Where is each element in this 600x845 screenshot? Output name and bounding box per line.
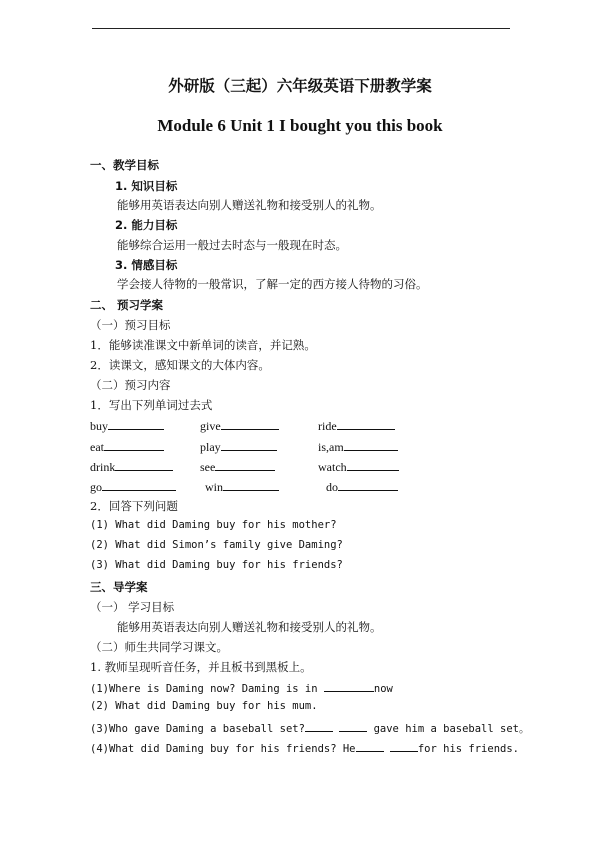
- answer-blank[interactable]: [223, 479, 279, 491]
- word-item: [318, 459, 399, 475]
- goal-emotion-title: 3. 情感目标: [115, 258, 178, 272]
- answer-blank[interactable]: [102, 479, 176, 491]
- word-label: give: [200, 419, 221, 433]
- goal-emotion-text: 学会接人待物的一般常识，了解一定的西方接人待物的习俗。: [117, 277, 428, 291]
- preview-goal-2: 2．读课文，感知课文的大体内容。: [90, 358, 270, 372]
- listening-line-1-text: (1)Where is Daming now? Daming is in: [90, 683, 318, 695]
- goal-ability-title: 2. 能力目标: [115, 218, 178, 232]
- word-item: [318, 439, 398, 455]
- word-item: [90, 439, 164, 455]
- listening-line-3: [90, 720, 530, 736]
- answer-blank[interactable]: [339, 720, 367, 732]
- document-title: 外研版（三起）六年级英语下册教学案: [168, 77, 432, 95]
- goal-knowledge-title: 1. 知识目标: [115, 179, 178, 193]
- word-label: win: [205, 480, 223, 494]
- answer-blank[interactable]: [115, 459, 173, 471]
- listening-task-instruction: 1. 教师呈现听音任务，并且板书到黑板上。: [90, 660, 312, 674]
- listening-line-4-text: (4)What did Daming buy for his friends? He: [90, 743, 356, 755]
- answer-blank[interactable]: [108, 418, 164, 430]
- word-label: buy: [90, 419, 108, 433]
- preview-goal-1: 1．能够读准课文中新单词的读音，并记熟。: [90, 338, 316, 352]
- past-tense-instruction: 1．写出下列单词过去式: [90, 398, 213, 412]
- answer-blank[interactable]: [324, 680, 374, 692]
- listening-line-1: [90, 680, 393, 695]
- answer-blank[interactable]: [221, 418, 279, 430]
- answer-blank[interactable]: [356, 740, 384, 752]
- word-label: ride: [318, 419, 337, 433]
- answer-blank[interactable]: [338, 479, 398, 491]
- answer-blank[interactable]: [347, 459, 399, 471]
- listening-line-3-text: (3)Who gave Daming a baseball set?: [90, 723, 305, 735]
- section-3-heading: 三、导学案: [90, 580, 148, 594]
- word-label: go: [90, 480, 102, 494]
- word-item: [90, 459, 173, 475]
- word-label: watch: [318, 460, 347, 474]
- learning-goal-text: 能够用英语表达向别人赠送礼物和接受别人的礼物。: [117, 620, 382, 634]
- listening-line-4: [90, 740, 519, 755]
- word-item: [90, 418, 164, 434]
- listening-line-3-end: gave him a baseball set。: [373, 723, 530, 735]
- word-label: drink: [90, 460, 116, 474]
- answer-blank[interactable]: [104, 439, 164, 451]
- question-2: (2) What did Simon’s family give Daming?: [90, 539, 343, 551]
- answer-blank[interactable]: [215, 459, 275, 471]
- word-label: is,am: [318, 440, 344, 454]
- listening-line-2: (2) What did Daming buy for his mum.: [90, 700, 318, 712]
- word-item: [200, 418, 279, 434]
- question-1: (1) What did Daming buy for his mother?: [90, 519, 337, 531]
- word-item: [318, 418, 395, 434]
- answer-blank[interactable]: [344, 439, 398, 451]
- section-1-heading: 一、教学目标: [90, 158, 159, 172]
- goal-ability-text: 能够综合运用一般过去时态与一般现在时态。: [117, 238, 347, 252]
- section-2-heading: 二、 预习学案: [90, 298, 164, 312]
- word-label: see: [200, 460, 216, 474]
- word-label: play: [200, 440, 221, 454]
- word-item: [90, 479, 176, 495]
- answer-blank[interactable]: [305, 720, 333, 732]
- word-label: do: [326, 480, 338, 494]
- learning-goal-subheading: （一） 学习目标: [90, 600, 175, 614]
- word-item: [200, 439, 277, 455]
- answer-blank[interactable]: [221, 439, 277, 451]
- text-study-subheading: （二）师生共同学习课文。: [90, 640, 228, 654]
- answer-blank[interactable]: [390, 740, 418, 752]
- word-item: [205, 479, 279, 495]
- question-3: (3) What did Daming buy for his friends?: [90, 559, 343, 571]
- listening-line-4-end: for his friends.: [417, 743, 519, 755]
- answer-questions-instruction: 2．回答下列问题: [90, 499, 178, 513]
- document-subtitle: Module 6 Unit 1 I bought you this book: [157, 116, 443, 135]
- goal-knowledge-text: 能够用英语表达向别人赠送礼物和接受别人的礼物。: [117, 198, 382, 212]
- header-rule: [92, 28, 510, 29]
- preview-goal-subheading: （一）预习目标: [90, 318, 171, 332]
- listening-line-1-end: now: [373, 683, 393, 695]
- preview-content-subheading: （二）预习内容: [90, 378, 171, 392]
- word-item: [326, 479, 398, 495]
- word-label: eat: [90, 440, 104, 454]
- word-item: [200, 459, 275, 475]
- answer-blank[interactable]: [337, 418, 395, 430]
